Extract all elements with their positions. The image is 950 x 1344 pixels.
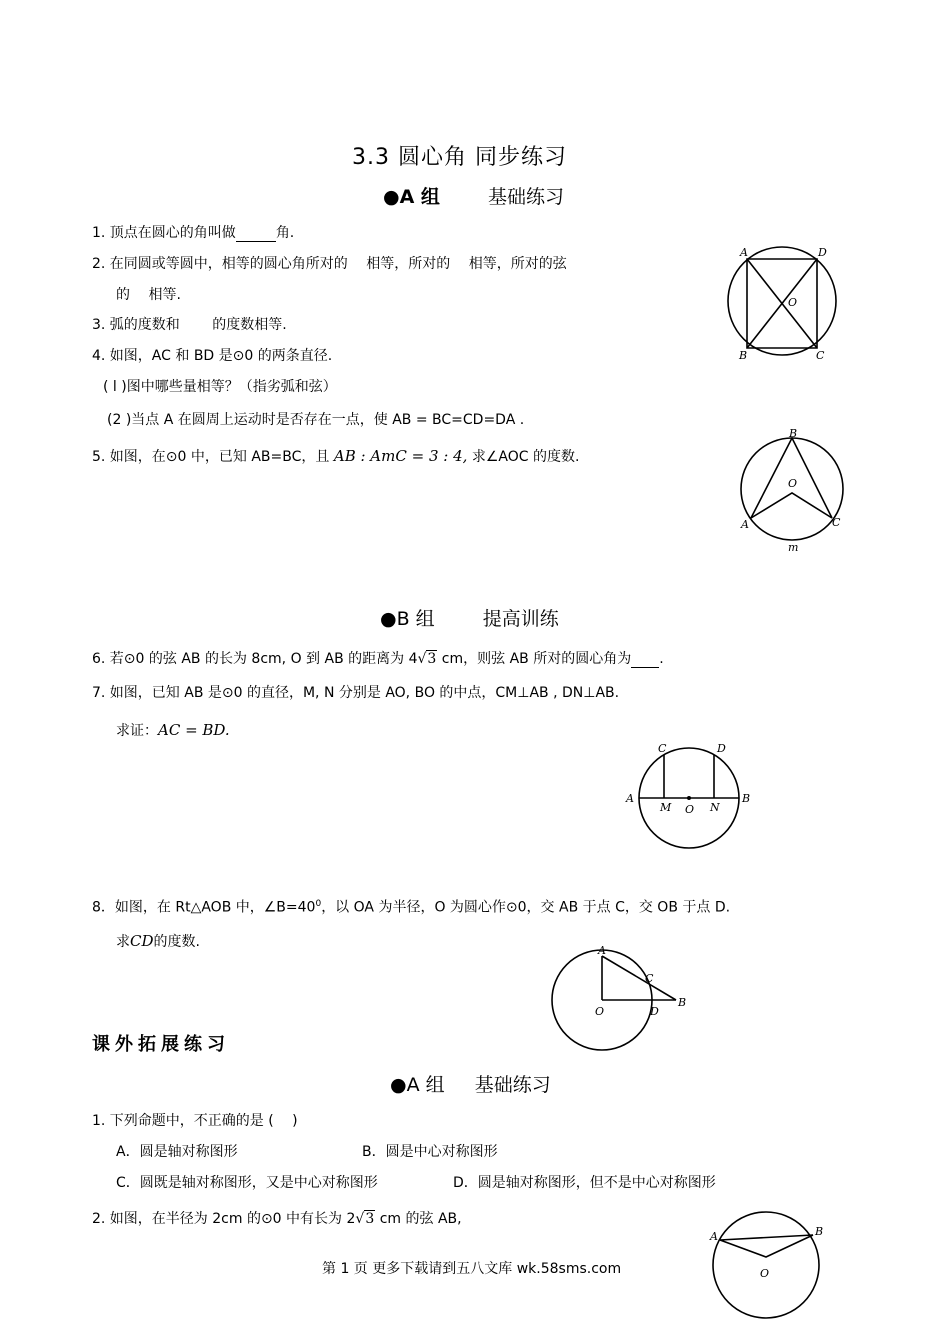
- label-c: C: [658, 742, 667, 755]
- label-c: C: [832, 516, 841, 529]
- proof-label: 求证：: [116, 723, 158, 739]
- label-b: B: [789, 427, 798, 440]
- question-5: [92, 447, 579, 466]
- group-a2-heading: [390, 1070, 551, 1097]
- option-d: D．圆是轴对称图形，但不是中心对称图形: [453, 1175, 716, 1191]
- label-b: B: [739, 349, 748, 362]
- figure-circle-chord: [700, 1205, 835, 1325]
- label-c: C: [645, 972, 654, 985]
- page-footer: 第 1 页 更多下载请到五八文库 wk.58sms.com: [322, 1261, 622, 1277]
- label-o: O: [595, 1005, 605, 1018]
- group-label: B 组: [396, 608, 435, 630]
- e2-suffix: cm 的弦 AB,: [379, 1211, 462, 1227]
- question-4-sub2: (2 )当点 A 在圆周上运动时是否存在一点，使 AB = BC=CD=DA .: [107, 412, 525, 428]
- question-4: 4. 如图，AC 和 BD 是⊙0 的两条直径.: [92, 348, 333, 364]
- figure-circle-aoc: [735, 425, 855, 555]
- label-d: D: [818, 246, 827, 259]
- degree-superscript: 0: [315, 899, 322, 909]
- question-2-line1: 2. 在同圆或等圆中，相等的圆心角所对的 相等，所对的 相等，所对的弦: [92, 256, 567, 272]
- label-b: B: [742, 792, 751, 805]
- label-c: C: [816, 349, 825, 362]
- bullet-icon: ●: [380, 608, 397, 630]
- label-a: A: [626, 792, 634, 805]
- q6-end: .: [659, 651, 664, 667]
- group-a-heading: [383, 182, 564, 209]
- question-7-proof: [116, 721, 230, 740]
- option-b: B．圆是中心对称图形: [362, 1144, 498, 1160]
- q5-formula: AB : AmC = 3 : 4,: [333, 447, 468, 465]
- q8-text: 8．如图，在 Rt△AOB 中，∠B=40: [92, 899, 316, 916]
- figure-triangle-circle: [548, 942, 698, 1057]
- bullet-icon: ●: [390, 1074, 407, 1096]
- label-a: A: [710, 1230, 718, 1243]
- question-1: [92, 224, 294, 242]
- q5-suffix: 求∠AOC 的度数.: [471, 449, 580, 465]
- q1-suffix: 角.: [275, 225, 295, 241]
- sqrt-symbol: √3: [355, 1211, 375, 1227]
- label-m: M: [660, 801, 672, 814]
- page-title: 3.3 圆心角 同步练习: [352, 145, 567, 170]
- label-d: D: [717, 742, 726, 755]
- group-b-heading: [380, 604, 559, 631]
- label-b: B: [678, 996, 687, 1009]
- label-m: m: [788, 541, 799, 554]
- question-6: [92, 650, 664, 668]
- q8-formula: CD: [130, 932, 154, 950]
- figure-circle-diameter: [620, 740, 760, 855]
- ask-prefix: 求: [116, 934, 130, 950]
- label-n: N: [710, 801, 720, 814]
- group-subtitle: 基础练习: [488, 186, 565, 208]
- option-a: A．圆是轴对称图形: [116, 1144, 238, 1160]
- label-a: A: [741, 518, 749, 531]
- ask-suffix: 的度数.: [153, 934, 200, 950]
- label-o: O: [760, 1267, 770, 1280]
- sqrt-symbol: √3: [417, 651, 437, 667]
- question-8-ask: [116, 932, 200, 951]
- label-a: A: [740, 246, 748, 259]
- group-label: A 组: [399, 186, 440, 208]
- exercise-1: 1. 下列命题中，不正确的是 ( ): [92, 1113, 298, 1129]
- option-c: C．圆既是轴对称图形，又是中心对称图形: [116, 1175, 378, 1191]
- q6-prefix: 6. 若⊙0 的弦 AB 的长为 8cm, O 到 AB 的距离为 4: [92, 651, 418, 667]
- answer-blank: [236, 227, 276, 242]
- label-d: D: [650, 1005, 659, 1018]
- group-label: A 组: [406, 1074, 445, 1096]
- question-4-sub1: ( l )图中哪些量相等？（指劣弧和弦）: [103, 379, 337, 395]
- answer-blank: [631, 653, 659, 668]
- label-o: O: [788, 296, 798, 309]
- question-7: 7. 如图，已知 AB 是⊙0 的直径，M, N 分别是 AO, BO 的中点，CM⊥AB , DN⊥AB.: [92, 685, 620, 701]
- label-o: O: [788, 477, 798, 490]
- question-8: [92, 895, 730, 917]
- bullet-icon: ●: [383, 186, 400, 208]
- e2-prefix: 2. 如图，在半径为 2cm 的⊙0 中有长为 2: [92, 1211, 356, 1227]
- label-o: O: [685, 803, 695, 816]
- q6-radicand: 3: [427, 651, 437, 667]
- label-b: B: [815, 1225, 824, 1238]
- q1-text: 1. 顶点在圆心的角叫做: [92, 225, 236, 241]
- question-3: 3. 弧的度数和 的度数相等.: [92, 317, 287, 333]
- question-2-line2: 的 相等.: [116, 287, 181, 303]
- q8-text2: ，以 OA 为半径，O 为圆心作⊙0，交 AB 于点 C，交 OB 于点 D.: [321, 899, 731, 916]
- figure-circle-rectangle: [720, 238, 850, 368]
- q6-suffix: cm，则弦 AB 所对的圆心角为: [441, 651, 632, 667]
- extension-heading: 课外拓展练习: [92, 1034, 230, 1055]
- e2-radicand: 3: [365, 1211, 375, 1227]
- q5-prefix: 5. 如图，在⊙0 中，已知 AB=BC，且: [92, 449, 330, 465]
- label-a: A: [598, 944, 606, 957]
- group-subtitle: 基础练习: [474, 1074, 551, 1096]
- q7-formula: AC = BD.: [158, 721, 230, 739]
- exercise-2: [92, 1210, 462, 1228]
- group-subtitle: 提高训练: [482, 608, 559, 630]
